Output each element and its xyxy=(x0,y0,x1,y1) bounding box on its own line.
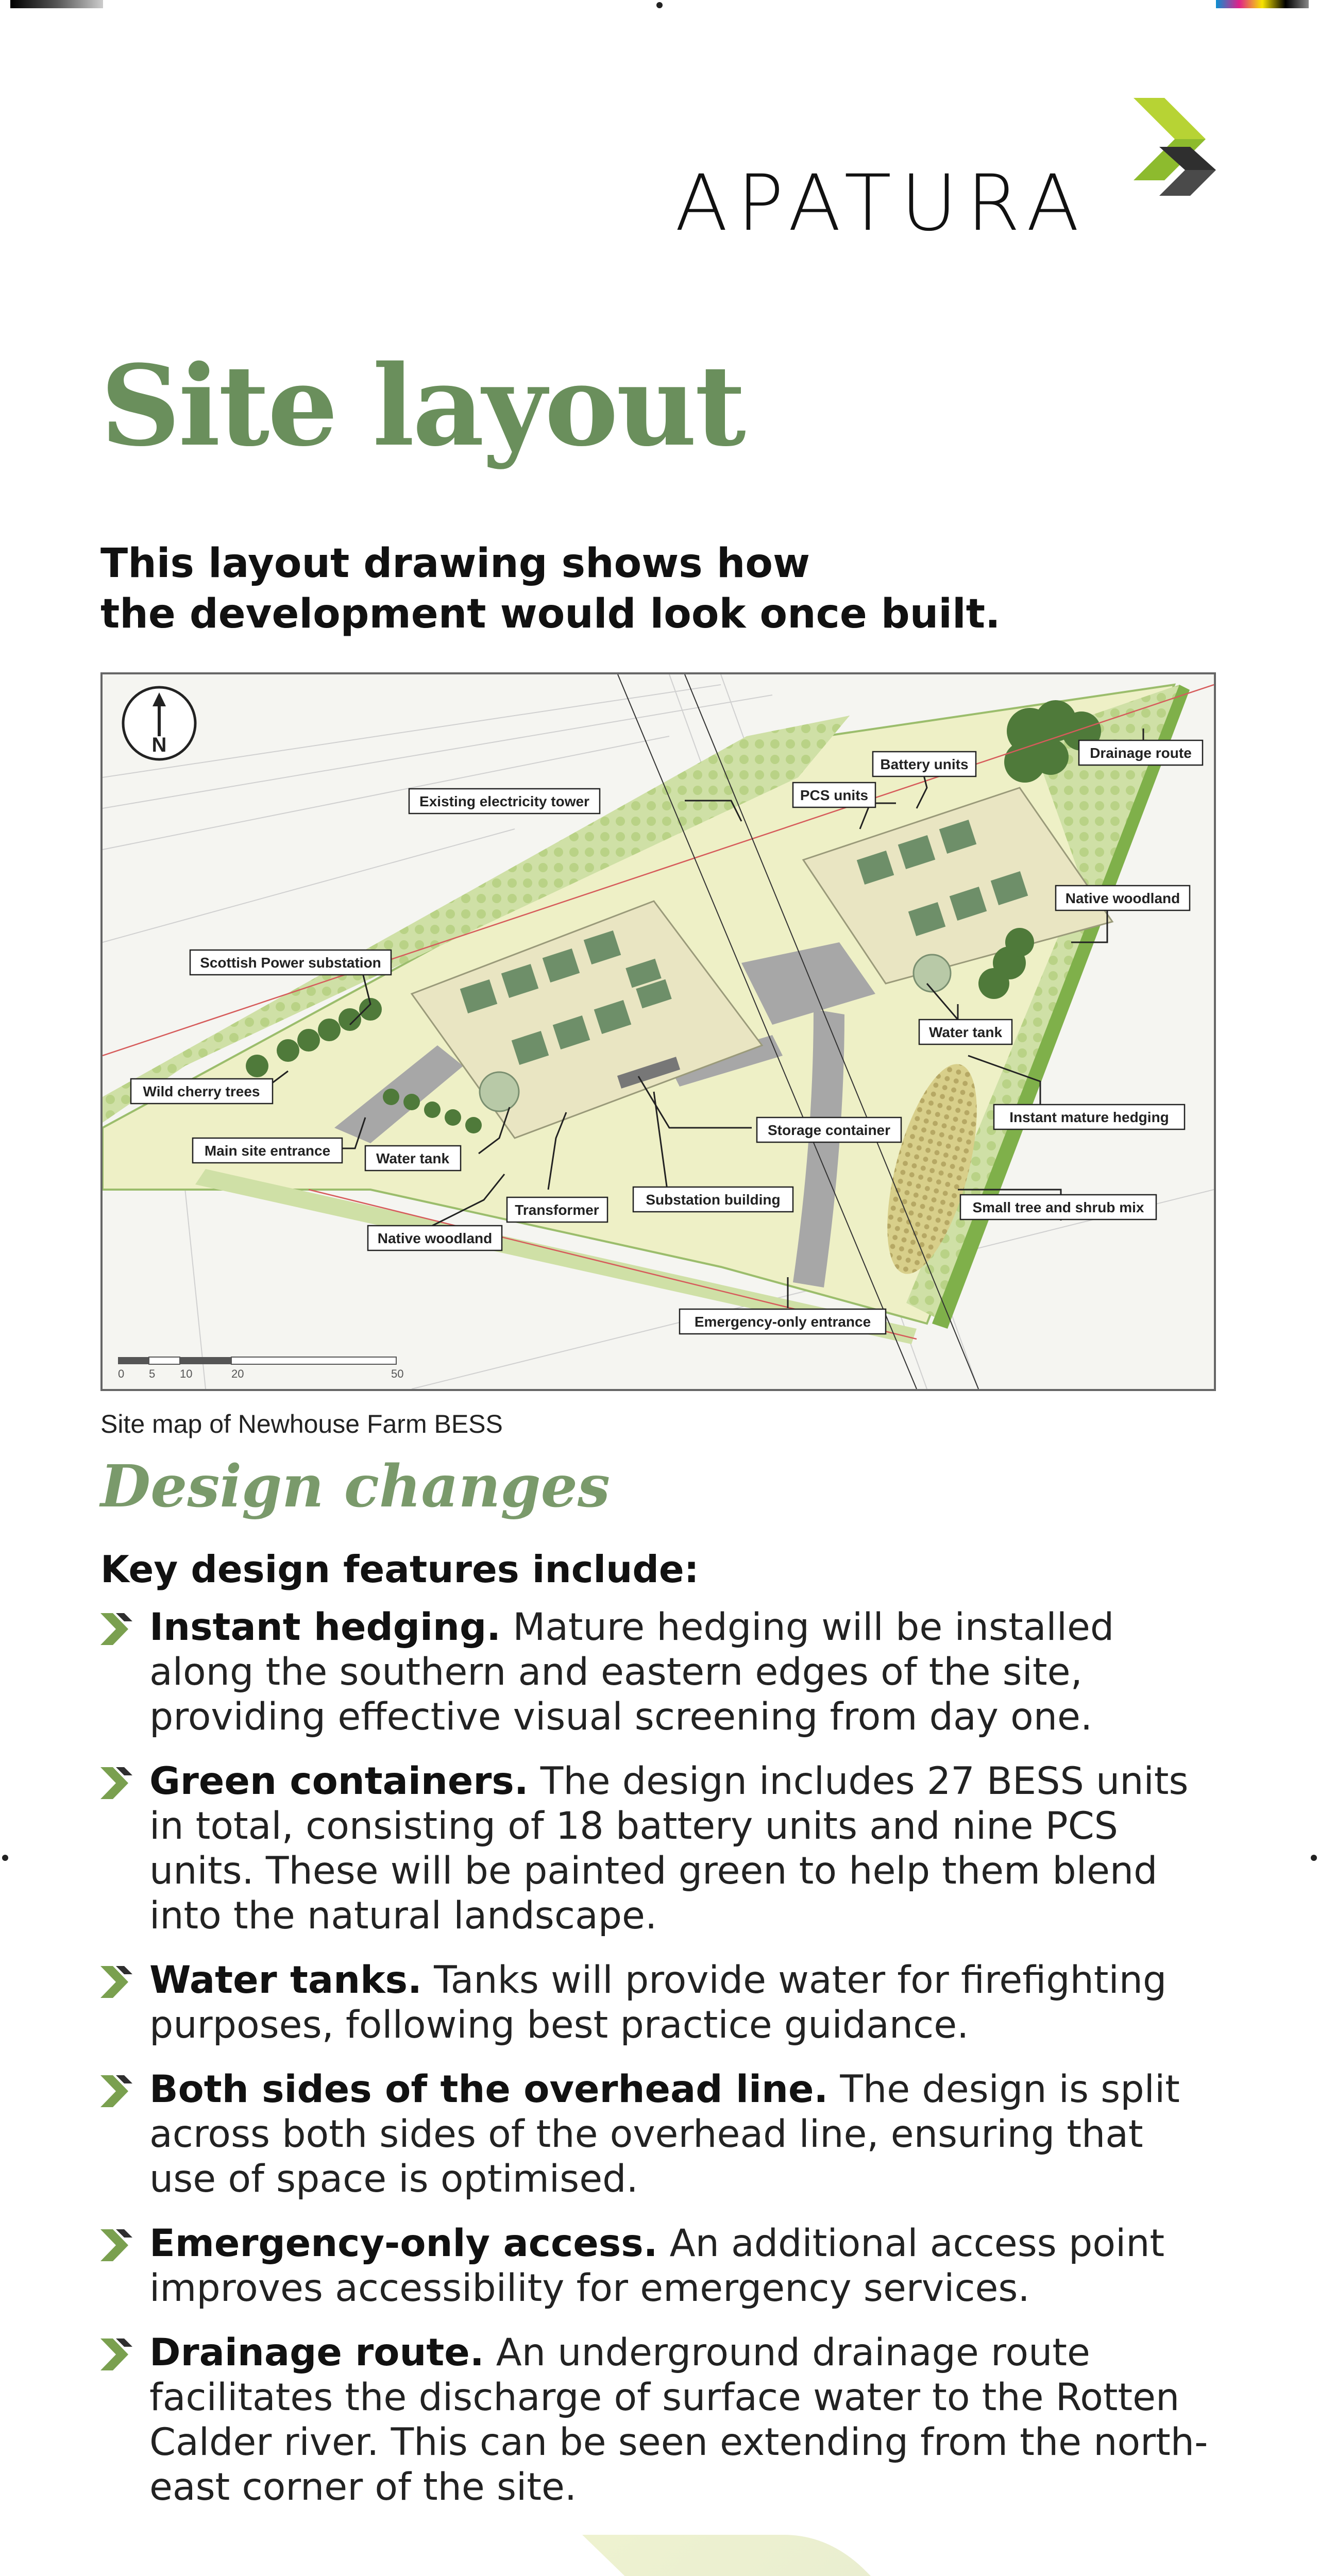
feature-text: Tanks will provide water for firefighting purposes, following best practice guidance. xyxy=(149,1958,1167,2047)
chevron-bullet-icon xyxy=(100,2075,132,2107)
feature-item-green-containers xyxy=(100,1759,1208,1938)
feature-item-emergency-access xyxy=(100,2221,1208,2311)
scale-tick-0: 0 xyxy=(118,1367,125,1380)
feature-item-water-tanks xyxy=(100,1958,1208,2047)
page-title: Site layout xyxy=(100,341,744,471)
label-wild-cherry: Wild cherry trees xyxy=(143,1083,260,1099)
intro-line-1: This layout drawing shows how xyxy=(100,540,810,587)
label-drainage-route: Drainage route xyxy=(1090,745,1192,761)
north-arrow-label: N xyxy=(151,734,167,756)
feature-text: An underground drainage route facilitates the discharge of surface water to the Rotten Calder river. This can be seen extending from the north-east corner of the site. xyxy=(149,2331,1208,2509)
label-existing-tower: Existing electricity tower xyxy=(419,793,589,809)
scale-tick-3: 20 xyxy=(231,1367,244,1380)
feature-bold: Instant hedging. xyxy=(149,1605,501,1649)
print-color-bar-left xyxy=(10,0,103,8)
intro-text xyxy=(100,538,1079,639)
print-color-bar-right xyxy=(1216,0,1309,8)
feature-bold: Green containers. xyxy=(149,1759,529,1803)
feature-text: The design includes 27 BESS units in total, consisting of 18 battery units and nine PCS units. These will be painted green to help them blend into the natural landscape. xyxy=(149,1759,1189,1938)
feature-item-instant-hedging xyxy=(100,1605,1208,1739)
label-small-tree-shrub: Small tree and shrub mix xyxy=(972,1199,1144,1215)
feature-bold: Emergency-only access. xyxy=(149,2222,658,2265)
map-caption: Site map of Newhouse Farm BESS xyxy=(100,1410,503,1438)
feature-bold: Drainage route. xyxy=(149,2331,484,2375)
logo-wordmark: APATURA xyxy=(675,159,1089,248)
features-heading: Key design features include: xyxy=(100,1548,699,1591)
label-native-woodland-east: Native woodland xyxy=(1065,890,1180,906)
label-substation-building: Substation building xyxy=(646,1192,781,1208)
chevron-bullet-icon xyxy=(100,1613,132,1645)
label-water-tank-west: Water tank xyxy=(376,1150,450,1166)
feature-text: An additional access point improves accessibility for emergency services. xyxy=(149,2222,1165,2310)
chevron-bullet-icon xyxy=(100,2338,132,2370)
chevron-bullet-icon xyxy=(100,2229,132,2261)
feature-text: Mature hedging will be installed along the southern and eastern edges of the site, providing effective visual screening from day one. xyxy=(149,1605,1114,1739)
label-battery-units: Battery units xyxy=(880,756,969,772)
label-main-entrance: Main site entrance xyxy=(204,1143,331,1159)
decorative-chevron-graphic xyxy=(541,2535,1319,2576)
label-transformer: Transformer xyxy=(515,1202,599,1218)
scale-tick-4: 50 xyxy=(391,1367,404,1380)
feature-text: The design is split across both sides of the overhead line, ensuring that use of space is optimised. xyxy=(149,2067,1180,2201)
label-emergency-entrance: Emergency-only entrance xyxy=(694,1314,871,1330)
label-native-woodland-west: Native woodland xyxy=(377,1230,493,1246)
feature-bold: Water tanks. xyxy=(149,1958,422,2002)
label-pcs-units: PCS units xyxy=(800,787,869,803)
chevron-logo-icon xyxy=(1128,98,1216,196)
apatura-logo xyxy=(675,98,1216,248)
chevron-bullet-icon xyxy=(100,1767,132,1799)
label-water-tank-east: Water tank xyxy=(928,1024,1003,1040)
registration-mark-left xyxy=(2,1855,8,1861)
chevron-bullet-icon xyxy=(100,1966,132,1998)
label-instant-hedging: Instant mature hedging xyxy=(1009,1109,1169,1125)
scale-tick-2: 10 xyxy=(180,1367,193,1380)
site-map xyxy=(100,672,1216,1391)
registration-mark-top xyxy=(656,2,663,8)
section-title: Design changes xyxy=(100,1453,610,1520)
intro-line-2: the development would look once built. xyxy=(100,591,1001,637)
feature-bold: Both sides of the overhead line. xyxy=(149,2067,828,2111)
label-storage-container: Storage container xyxy=(767,1122,891,1138)
registration-mark-right xyxy=(1311,1855,1317,1861)
feature-item-drainage-route xyxy=(100,2330,1208,2510)
scale-tick-1: 5 xyxy=(149,1367,156,1380)
label-scottish-power: Scottish Power substation xyxy=(200,955,381,971)
feature-item-overhead-line xyxy=(100,2067,1208,2201)
feature-list xyxy=(100,1605,1208,2529)
